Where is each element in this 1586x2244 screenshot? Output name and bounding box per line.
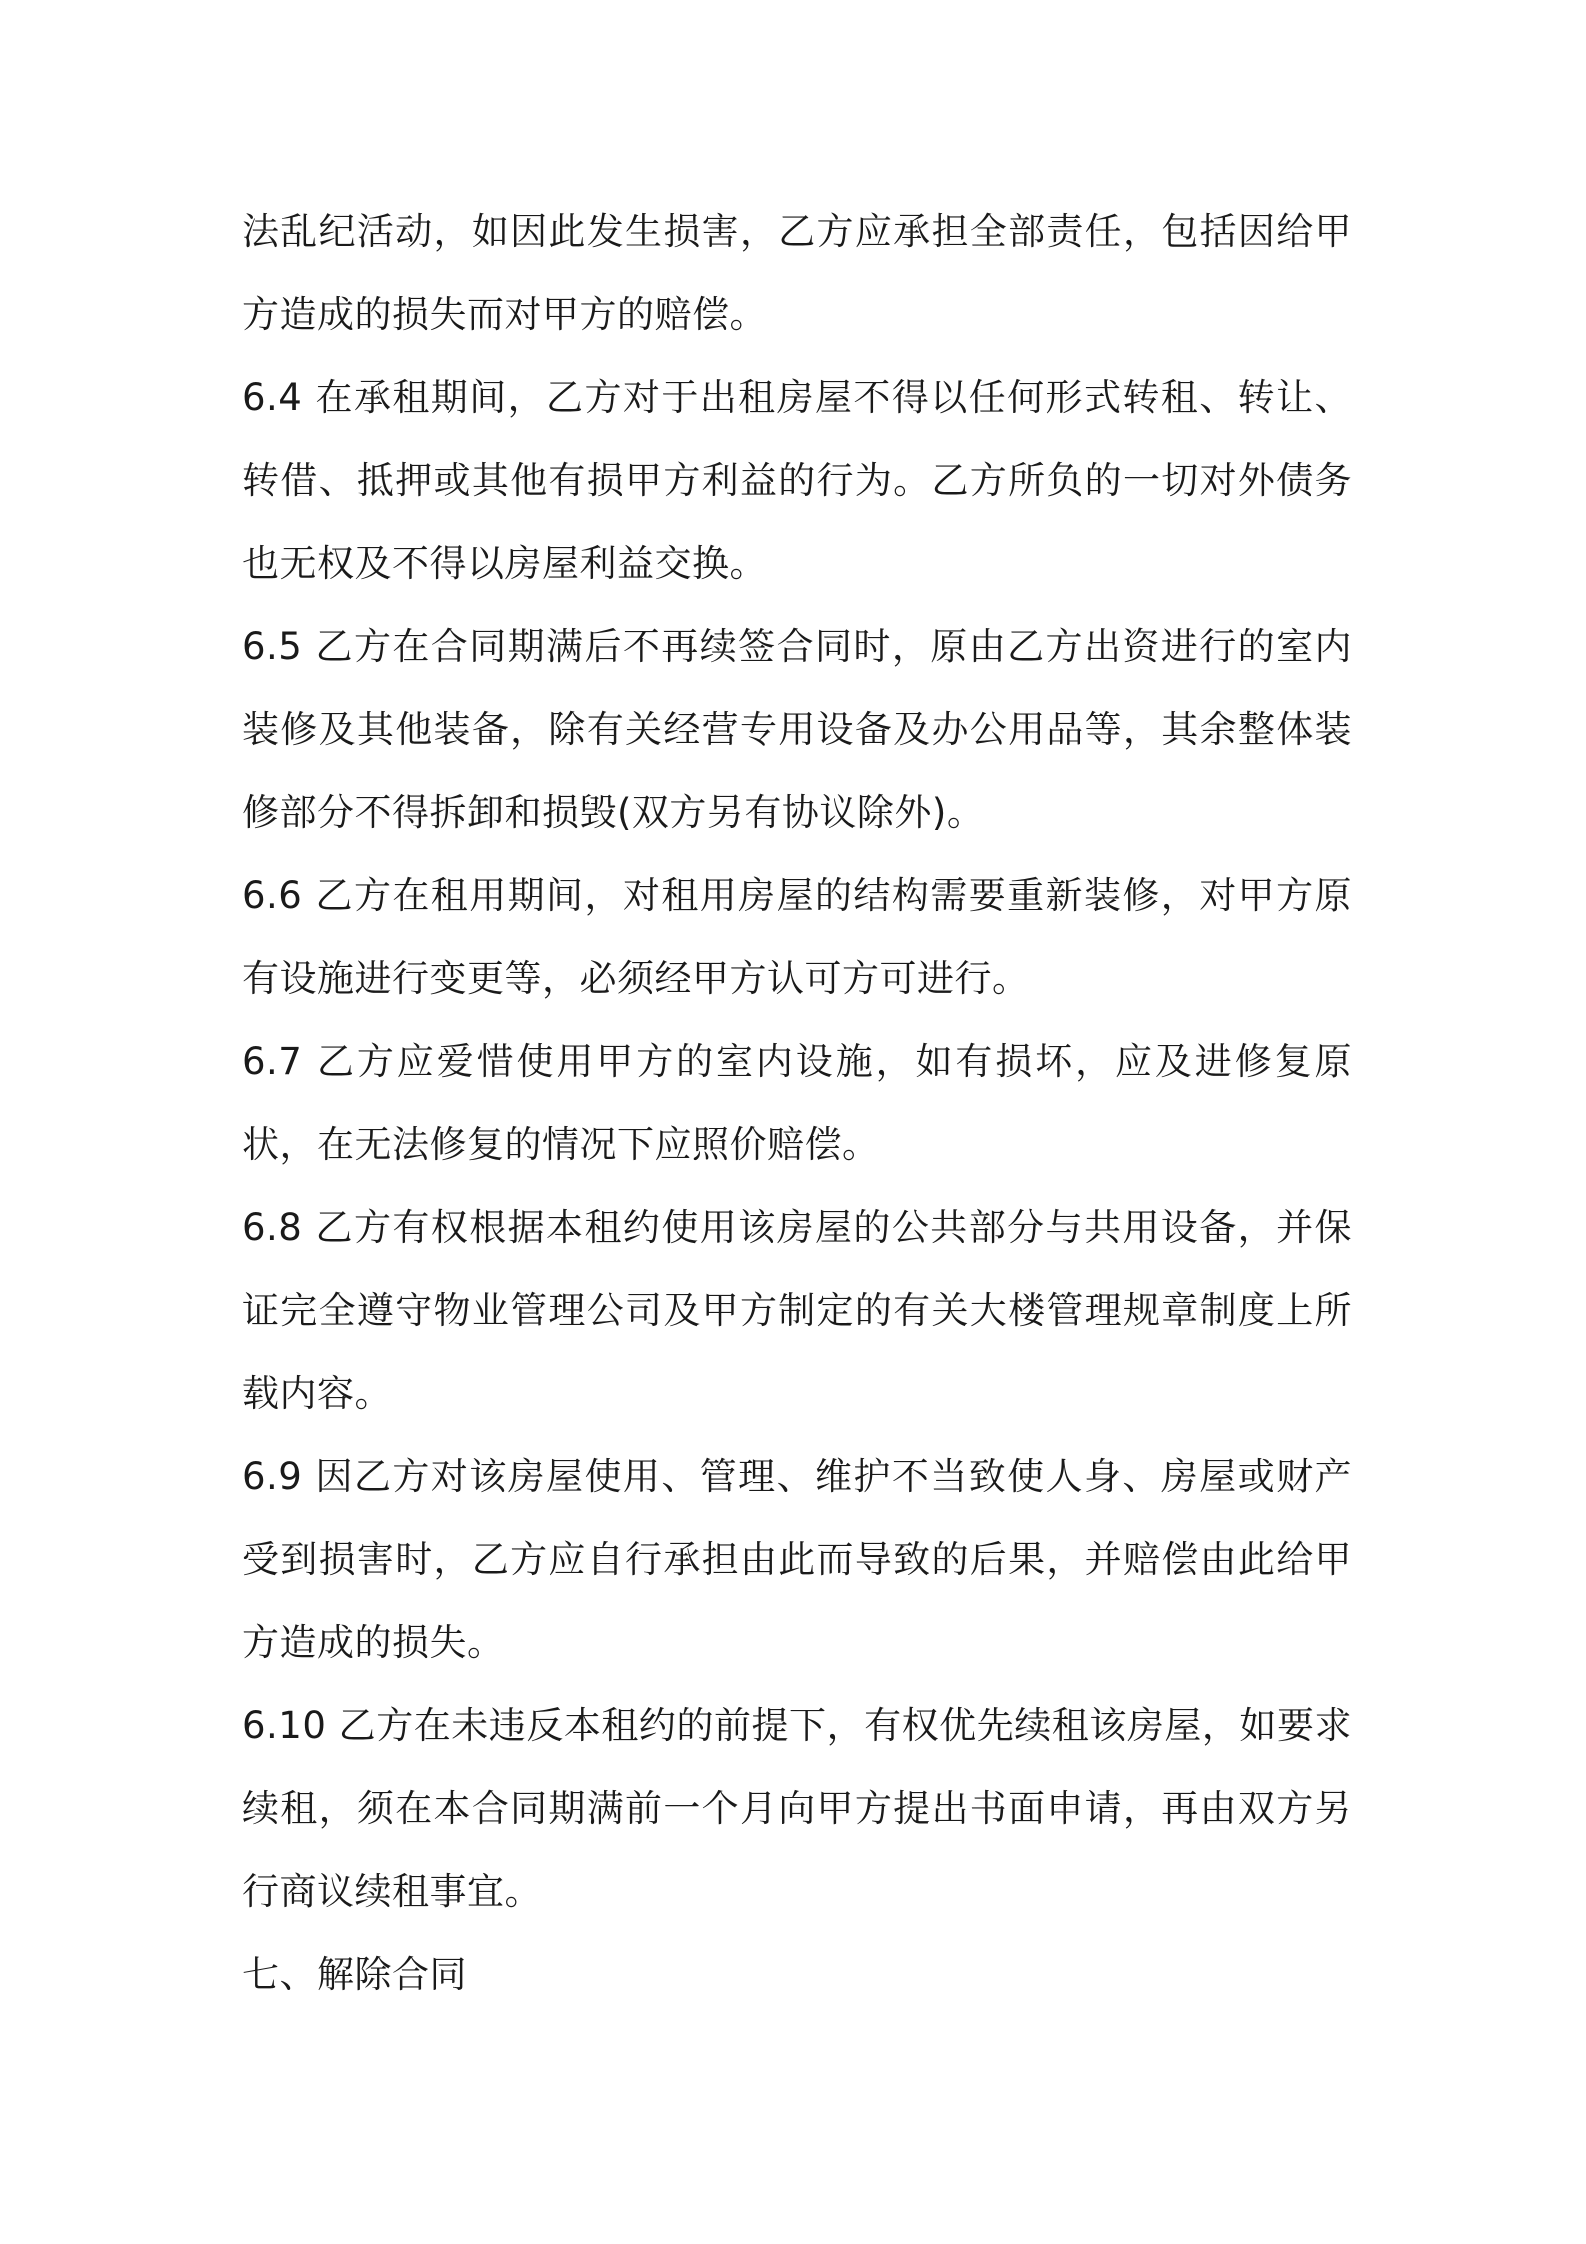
section-heading-termination: 七、解除合同 <box>242 1953 467 1996</box>
clause-6-6: 6.6 乙方在租用期间，对租用房屋的结构需要重新装修，对甲方原有设施进行变更等，必须经甲方认可方可进行。 <box>242 874 1352 1000</box>
clause-6-9: 6.9 因乙方对该房屋使用、管理、维护不当致使人身、房屋或财产受到损害时，乙方应自行承担由此而导致的后果，并赔偿由此给甲方造成的损失。 <box>242 1455 1352 1664</box>
clause-6-5: 6.5 乙方在合同期满后不再续签合同时，原由乙方出资进行的室内装修及其他装备，除有关经营专用设备及办公用品等，其余整体装修部分不得拆卸和损毁(双方另有协议除外)。 <box>242 625 1352 834</box>
clause-6-10: 6.10 乙方在未违反本租约的前提下，有权优先续租该房屋，如要求续租，须在本合同期满前一个月向甲方提出书面申请，再由双方另行商议续租事宜。 <box>242 1704 1352 1913</box>
clause-6-4: 6.4 在承租期间，乙方对于出租房屋不得以任何形式转租、转让、转借、抵押或其他有损甲方利益的行为。乙方所负的一切对外债务也无权及不得以房屋利益交换。 <box>242 376 1352 585</box>
document-body <box>242 190 1352 2016</box>
clause-6-8: 6.8 乙方有权根据本租约使用该房屋的公共部分与共用设备，并保证完全遵守物业管理公司及甲方制定的有关大楼管理规章制度上所载内容。 <box>242 1206 1352 1415</box>
clause-6-7: 6.7 乙方应爱惜使用甲方的室内设施，如有损坏，应及进修复原状，在无法修复的情况下应照价赔偿。 <box>242 1040 1352 1166</box>
paragraph-6-3-continued: 法乱纪活动，如因此发生损害，乙方应承担全部责任，包括因给甲方造成的损失而对甲方的赔偿。 <box>242 210 1352 336</box>
